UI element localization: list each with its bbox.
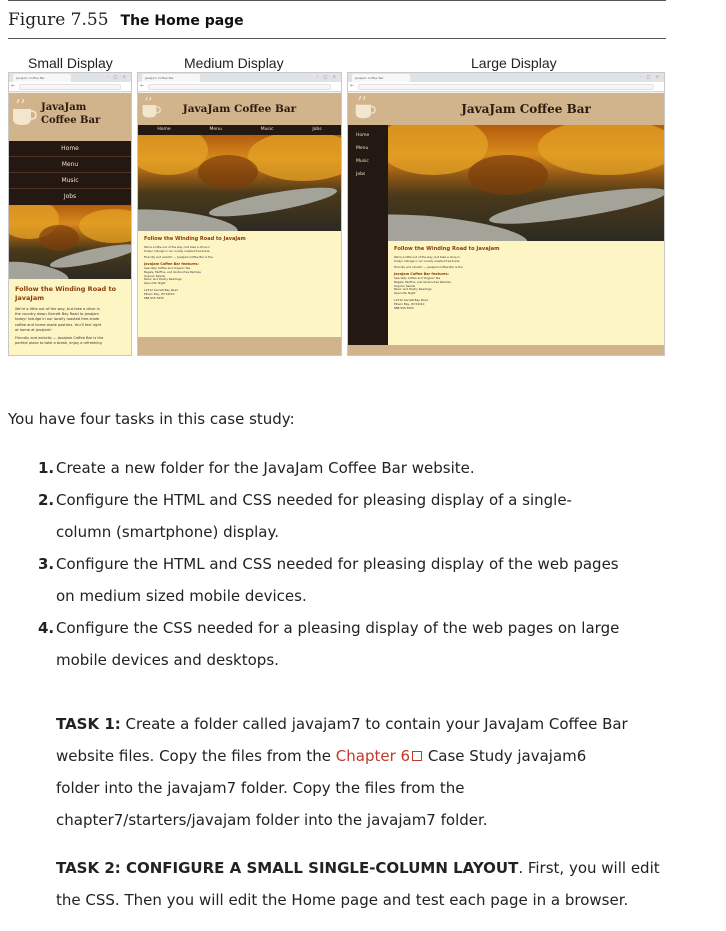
- task-item-2: [38, 484, 572, 516]
- browser-tab: JavaJam Coffee Bar: [352, 74, 410, 82]
- site-footer: [138, 337, 341, 355]
- task-text: Configure the HTML and CSS needed for pleasing display of a single-: [56, 491, 572, 509]
- nav-music[interactable]: Music: [9, 173, 131, 189]
- content-paragraph-line: Friendly and eclectic — JavaJam Coffee Bar is the: [15, 336, 104, 341]
- task-number: 4.: [38, 619, 55, 637]
- address-line: 12312 Garrett Bay Road: [144, 287, 178, 292]
- features-heading: JavaJam Coffee Bar features:: [394, 272, 449, 276]
- content-paragraph-line: We're a little out of the way, but take a drive in: [15, 307, 100, 311]
- content-paragraph-line: today! Indulge in our locally roasted free-trade: [15, 317, 100, 322]
- winding-road-photo: [9, 205, 131, 279]
- browser-tabbar: [138, 73, 341, 82]
- mock-page: [9, 93, 131, 355]
- address-line: 12312 Garrett Bay Road: [394, 297, 428, 302]
- caption-rule: [8, 38, 666, 39]
- site-name-line-2: Coffee Bar: [41, 115, 101, 126]
- content-paragraph-line: at home at JavaJam!: [15, 327, 52, 332]
- browser-tab: JavaJam Coffee Bar: [13, 74, 71, 82]
- task2-line: the CSS. Then you will edit the Home page and test each page in a browser.: [56, 891, 629, 909]
- address-line: Ellison Bay, WI 54210: [144, 291, 175, 296]
- winding-road-photo: [388, 125, 664, 241]
- content-paragraph-line: Friendly and eclectic — JavaJam Coffee Bar is the: [144, 255, 213, 259]
- coffee-cup-logo-icon: [141, 97, 161, 121]
- coffee-cup-logo-icon: [11, 99, 37, 129]
- site-footer: [348, 345, 664, 355]
- feature-item: Open Mic Night: [394, 291, 416, 296]
- site-nav: [348, 125, 388, 345]
- mock-page: [138, 93, 341, 355]
- nav-home[interactable]: Home: [9, 141, 131, 157]
- feature-item: Music and Poetry Readings: [144, 277, 182, 282]
- task-text: Configure the HTML and CSS needed for pleasing display of the web pages: [56, 555, 619, 573]
- page-content: [394, 245, 658, 310]
- task2-text: . First, you will edit: [518, 859, 660, 877]
- coffee-cup-logo-icon: [354, 96, 376, 122]
- external-link-icon[interactable]: [412, 751, 422, 761]
- back-arrow-icon: ←: [350, 83, 355, 89]
- address-bar: [348, 82, 664, 92]
- feature-item: Music and Poetry Readings: [394, 287, 432, 292]
- small-display-screenshot: [8, 72, 132, 356]
- content-heading: Follow the Winding Road to JavaJam: [394, 246, 500, 252]
- task2-line: [56, 852, 660, 884]
- feature-item: Organic Salads: [144, 273, 165, 278]
- mock-page: [348, 93, 664, 355]
- task1-line: chapter7/starters/javajam folder into the javajam7 folder.: [56, 811, 488, 829]
- task1-text: Create a folder called javajam7 to contain your JavaJam Coffee Bar: [120, 715, 628, 733]
- feature-item: Specialty Coffee and Organic Tea: [394, 276, 441, 280]
- nav-music[interactable]: Music: [260, 127, 274, 132]
- content-paragraph-line: the country down Garrett Bay Road to JavaJam: [15, 312, 99, 317]
- site-header: [138, 93, 341, 125]
- address-line: 888-555-5555: [144, 295, 164, 300]
- feature-item: Bagels, Muffins, and Gluten-free Pastries: [144, 269, 201, 274]
- feature-item: Bagels, Muffins, and Gluten-free Pastries: [394, 279, 451, 284]
- browser-tabbar: [9, 73, 131, 82]
- content-heading: Follow the Winding Road to JavaJam: [15, 285, 117, 302]
- figure-caption: [8, 10, 244, 32]
- address-line: Ellison Bay, WI 54210: [394, 301, 425, 306]
- address-bar: [9, 82, 131, 92]
- large-display-screenshot: [347, 72, 665, 356]
- content-heading: Follow the Winding Road to JavaJam: [144, 236, 246, 242]
- feature-item: Organic Salads: [394, 283, 415, 288]
- top-rule: [8, 0, 666, 1]
- task-item-1: [38, 452, 475, 484]
- feature-item: Open Mic Night: [144, 281, 166, 286]
- figure-title: The Home page: [120, 13, 244, 29]
- nav-jobs[interactable]: Jobs: [312, 127, 322, 132]
- site-name: JavaJam Coffee Bar: [182, 103, 297, 115]
- nav-music[interactable]: Music: [356, 159, 369, 164]
- small-display-label: Small Display: [28, 55, 113, 71]
- content-paragraph-line: We're a little out of the way, but take a drive in: [394, 255, 461, 259]
- task-text: Create a new folder for the JavaJam Coffee Bar website.: [56, 459, 475, 477]
- feature-item: Specialty Coffee and Organic Tea: [144, 266, 191, 270]
- back-arrow-icon: ←: [11, 83, 16, 89]
- chapter6-link[interactable]: Chapter 6: [335, 747, 411, 765]
- task-text-continued: mobile devices and desktops.: [56, 651, 279, 669]
- window-controls-icon: – □ ×: [639, 74, 661, 79]
- task1-line: [56, 740, 586, 772]
- back-arrow-icon: ←: [140, 83, 145, 89]
- figure-label: Figure 7.55: [8, 10, 109, 30]
- content-paragraph-line: We're a little out of the way, but take a drive in: [144, 245, 211, 249]
- task2-label: TASK 2: CONFIGURE A SMALL SINGLE-COLUMN LAYOUT: [56, 859, 519, 877]
- task-item-4: [38, 612, 619, 644]
- site-nav: [138, 125, 341, 135]
- nav-home[interactable]: Home: [157, 127, 171, 132]
- task1-text: Case Study javajam6: [423, 747, 587, 765]
- nav-jobs[interactable]: Jobs: [63, 193, 77, 200]
- task-number: 1.: [38, 459, 55, 477]
- content-paragraph-line: coffee and home-made pastries. You'll feel right: [15, 322, 102, 327]
- task-number: 3.: [38, 555, 55, 573]
- task-text-continued: on medium sized mobile devices.: [56, 587, 307, 605]
- page-content: [138, 231, 341, 304]
- large-display-label: Large Display: [471, 55, 557, 71]
- window-controls-icon: – □ ×: [106, 74, 128, 79]
- task1-label: TASK 1:: [56, 715, 121, 733]
- site-name: JavaJam Coffee Bar: [461, 102, 591, 116]
- nav-menu[interactable]: Menu: [9, 157, 131, 173]
- window-controls-icon: – □ ×: [316, 74, 338, 79]
- nav-home[interactable]: Home: [356, 133, 370, 138]
- task1-line: [56, 708, 628, 740]
- site-nav: [9, 141, 131, 205]
- browser-tabbar: [348, 73, 664, 82]
- task-text: Configure the CSS needed for a pleasing display of the web pages on large: [56, 619, 620, 637]
- winding-road-photo: [138, 135, 341, 231]
- task-number: 2.: [38, 491, 55, 509]
- page-content: [9, 279, 131, 352]
- task-text-continued: column (smartphone) display.: [56, 523, 279, 541]
- intro-text: You have four tasks in this case study:: [8, 410, 295, 428]
- nav-menu[interactable]: Menu: [356, 146, 369, 151]
- features-heading: JavaJam Coffee Bar features:: [144, 262, 199, 266]
- content-paragraph-line: perfect place to take a break, enjoy a refreshing: [15, 341, 102, 346]
- nav-menu[interactable]: Menu: [209, 127, 222, 132]
- browser-tab: JavaJam Coffee Bar: [142, 74, 200, 82]
- content-paragraph-line: Friendly and eclectic — JavaJam Coffee Bar is the: [394, 265, 463, 269]
- content-paragraph-line: today! Indulge in our locally roasted free-trade: [394, 259, 460, 263]
- task1-line: folder into the javajam7 folder. Copy the files from the: [56, 779, 465, 797]
- nav-jobs[interactable]: Jobs: [356, 172, 366, 177]
- site-header: [348, 93, 664, 125]
- medium-display-label: Medium Display: [184, 55, 284, 71]
- content-paragraph-line: today! Indulge in our locally roasted free-trade: [144, 249, 210, 253]
- medium-display-screenshot: [137, 72, 342, 356]
- address-line: 888-555-5555: [394, 305, 414, 310]
- address-bar: [138, 82, 341, 92]
- task1-text: website files. Copy the files from the: [56, 747, 336, 765]
- task-item-3: [38, 548, 619, 580]
- site-header: [9, 93, 131, 141]
- site-name-line-1: JavaJam: [41, 102, 87, 113]
